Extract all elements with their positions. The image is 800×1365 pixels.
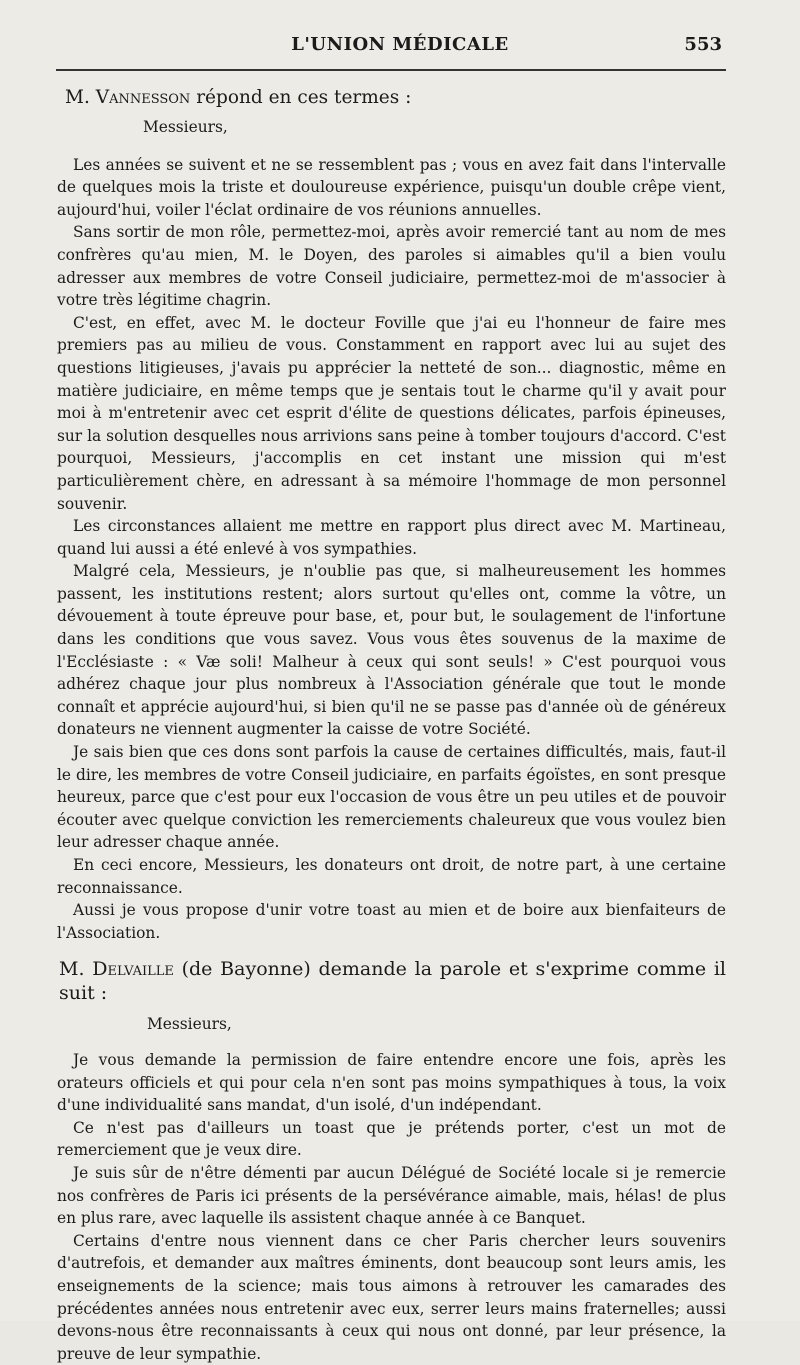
header-rule bbox=[56, 69, 726, 71]
salutation: Messieurs, bbox=[143, 118, 228, 136]
paragraph: Je sais bien que ces dons sont parfois la cause de certaines difficultés, mais, faut-il le dire, les membres de votre Conseil judiciaire, en parfaits égoïstes, en sont presque heureux, parce que c'est pour eux l'occasion de vous être un peu utiles et de pouvoir écouter avec quelque conviction les remerciements chaleureux que vous voulez bien leur adresser chaque année. bbox=[57, 743, 726, 852]
paragraph: Certains d'entre nous viennent dans ce cher Paris chercher leurs souvenirs d'autrefois, et demander aux maîtres éminents, dont beaucoup sont leurs amis, les enseignements de la science; mais tous aimons à retrouver les camarades des précédentes années nous entretenir avec eux, serrer leurs mains fraternelles; aussi devons-nous être reconnaissants à ceux qui nous ont donné, par leur présence, la preuve de leur sympathie. bbox=[57, 1231, 726, 1363]
text-body bbox=[57, 80, 726, 1365]
salutation: Messieurs, bbox=[147, 1015, 232, 1034]
paragraph: Malgré cela, Messieurs, je n'oublie pas que, si malheureusement les hommes passent, les institutions restent; alors surtout qu'elles ont, comme la vôtre, un dévouement à toute épreuve pour base, et, pour but, le soulagement de l'infortune dans les conditions que vous savez. Vous vous êtes souvenus de la maxime de l'Ecclésiaste : « Væ soli! Malheur à ceux qui sont seuls! » C'est pourquoi vous adhérez chaque jour plus nombreux à l'Association générale que tout le monde connaît et apprécie aujourd'hui, si bien qu'il ne se passe pas d'année où de généreux donateurs ne viennent augmenter la caisse de votre Société. bbox=[57, 562, 726, 739]
speaker-intro-text: répond en ces termes : bbox=[190, 87, 412, 108]
speaker-name: M. Vannesson bbox=[65, 87, 191, 108]
paragraph: Les circonstances allaient me mettre en rapport plus direct avec M. Martineau, quand lui aussi a été enlevé à vos sympathies. bbox=[57, 517, 726, 558]
running-title: L'UNION MÉDICALE bbox=[291, 34, 509, 55]
paragraph: C'est, en effet, avec M. le docteur Foville que j'ai eu l'honneur de faire mes premiers pas au milieu de vous. Constamment en rapport avec lui au sujet des questions litigieuses, j'avais pu apprécier la netteté de son... diagnostic, même en matière judiciaire, en même temps que je sentais tout le charme qu'il y avait pour moi à m'entretenir avec cet esprit d'élite de questions délicates, parfois épineuses, sur la solution desquelles nous arrivions sans peine à tomber toujours d'accord. C'est pourquoi, Messieurs, j'accomplis en cet instant une mission qui m'est particulièrement chère, en adressant à sa mémoire l'hommage de mon personnel souvenir. bbox=[57, 313, 726, 513]
paragraph: Aussi je vous propose d'unir votre toast au mien et de boire aux bienfaiteurs de l'Association. bbox=[57, 901, 726, 942]
page-number: 553 bbox=[684, 34, 722, 55]
paragraph: Je suis sûr de n'être démenti par aucun Délégué de Société locale si je remercie nos confrères de Paris ici présents de la persévérance aimable, mais, hélas! de plus en plus rare, avec laquelle ils assistent chaque année à ce Banquet. bbox=[57, 1163, 726, 1228]
paragraph: Je vous demande la permission de faire entendre encore une fois, après les orateurs officiels et qui pour cela n'en sont pas moins sympathiques à tous, la voix d'une individualité sans mandat, d'un isolé, d'un indépendant. bbox=[57, 1050, 726, 1115]
paragraph: En ceci encore, Messieurs, les donateurs ont droit, de notre part, à une certaine reconnaissance. bbox=[57, 856, 726, 897]
paragraph: Sans sortir de mon rôle, permettez-moi, après avoir remercié tant au nom de mes confrères qu'au mien, M. le Doyen, des paroles si aimables qu'il a bien voulu adresser aux membres de votre Conseil judiciaire, permettez-moi de m'associer à votre très légitime chagrin. bbox=[57, 223, 726, 310]
paragraph: Les années se suivent et ne se ressemblent pas ; vous en avez fait dans l'intervalle de quelques mois la triste et douloureuse expérience, puisqu'un double crêpe vient, aujourd'hui, voiler l'éclat ordinaire de vos réunions annuelles. bbox=[57, 155, 726, 219]
speaker-name: Delvaille bbox=[92, 958, 174, 981]
speaker-intro-vannesson bbox=[65, 86, 726, 110]
page-header bbox=[0, 0, 800, 80]
paragraph: Ce n'est pas d'ailleurs un toast que je prétends porter, c'est un mot de remerciement que je veux dire. bbox=[57, 1118, 726, 1160]
speaker-prefix: M. bbox=[59, 958, 93, 981]
speaker-intro-delvaille bbox=[59, 957, 726, 1005]
speaker-intro-text: (de Bayonne) demande la parole et s'exprime comme il suit : bbox=[59, 958, 726, 1005]
